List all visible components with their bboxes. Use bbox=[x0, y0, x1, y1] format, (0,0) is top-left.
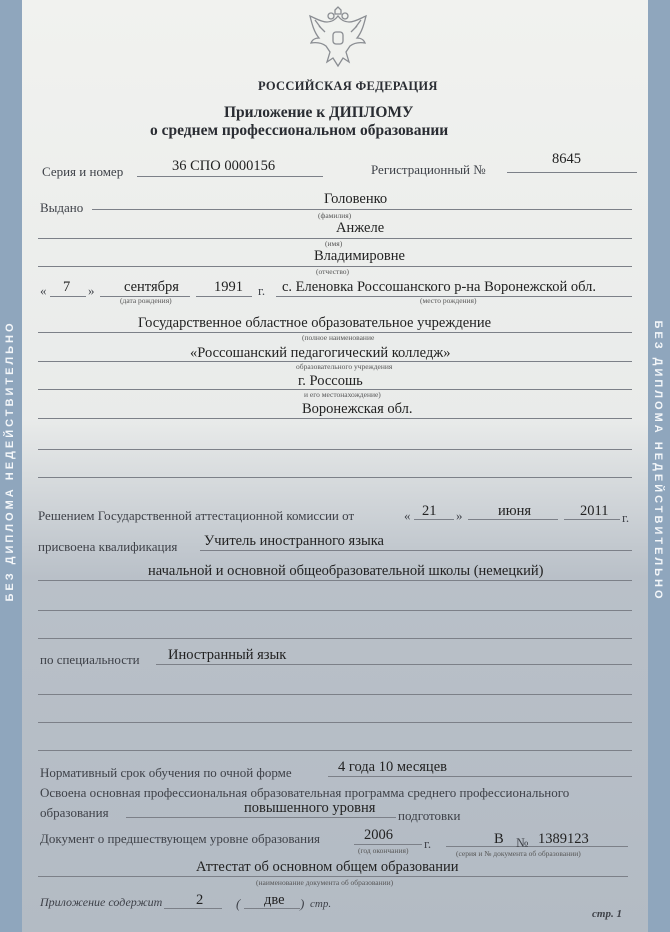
issued-label: Выдано bbox=[40, 200, 84, 215]
previous-doc-year-suffix: г. bbox=[424, 836, 432, 851]
commission-year-value: 2011 bbox=[580, 503, 609, 519]
commission-quote-open: « bbox=[404, 508, 411, 523]
previous-doc-number-sign: № bbox=[516, 835, 529, 850]
birth-quote-close: » bbox=[88, 283, 95, 298]
birth-place-value: с. Еленовка Россошанского р-на Воронежской обл. bbox=[282, 279, 596, 295]
duration-label: Нормативный срок обучения по очной форме bbox=[40, 765, 292, 780]
previous-doc-series: В bbox=[494, 831, 504, 847]
specialty-value: Иностранный язык bbox=[168, 647, 287, 663]
birth-day-rule bbox=[50, 296, 86, 297]
qualification-label: присвоена квалификация bbox=[38, 539, 178, 554]
blank-rule-4 bbox=[38, 638, 632, 639]
program-suffix: подготовки bbox=[398, 808, 461, 823]
institution-region: Воронежская обл. bbox=[302, 401, 413, 417]
birth-month-value: сентября bbox=[124, 279, 179, 295]
birth-place-caption: (место рождения) bbox=[420, 296, 477, 305]
page-number-label: стр. 1 bbox=[592, 908, 622, 920]
pages-suffix: стр. bbox=[310, 898, 332, 910]
pages-num: 2 bbox=[196, 892, 204, 908]
qualification-line1: Учитель иностранного языка bbox=[204, 533, 384, 549]
patronymic-value: Владимировне bbox=[314, 248, 405, 264]
series-number-rule bbox=[137, 176, 323, 177]
patronymic-caption: (отчество) bbox=[316, 267, 350, 276]
previous-doc-year-rule bbox=[354, 844, 422, 845]
registration-value: 8645 bbox=[552, 151, 581, 167]
series-number-value: 36 СПО 0000156 bbox=[172, 158, 276, 174]
birth-date-caption: (дата рождения) bbox=[120, 296, 172, 305]
blank-rule-1 bbox=[38, 449, 632, 450]
previous-doc-number: 1389123 bbox=[538, 831, 589, 847]
qualification-rule-2 bbox=[38, 580, 632, 581]
surname-value: Головенко bbox=[324, 191, 388, 207]
registration-label: Регистрационный № bbox=[371, 162, 486, 177]
program-rule bbox=[126, 817, 396, 818]
commission-year-suffix: г. bbox=[622, 510, 630, 525]
pages-word: две bbox=[264, 892, 285, 908]
institution-full-name: Государственное областное образовательное учреждение bbox=[138, 315, 492, 331]
blank-rule-7 bbox=[38, 750, 632, 751]
program-line1: Освоена основная профессиональная образовательная программа среднего профессионального bbox=[40, 785, 570, 800]
registration-rule bbox=[507, 172, 637, 173]
contains-label: Приложение содержит bbox=[40, 895, 163, 909]
previous-doc-name-caption: (наименование документа об образовании) bbox=[256, 878, 394, 887]
previous-doc-label: Документ о предшествующем уровне образования bbox=[40, 831, 321, 846]
birth-year-rule bbox=[196, 296, 252, 297]
previous-doc-number-rule bbox=[446, 846, 628, 847]
series-number-label: Серия и номер bbox=[42, 164, 124, 179]
commission-label: Решением Государственной аттестационной комиссии от bbox=[38, 508, 355, 523]
name-caption: (имя) bbox=[325, 239, 343, 248]
blank-rule-3 bbox=[38, 610, 632, 611]
blank-rule-5 bbox=[38, 694, 632, 695]
specialty-label: по специальности bbox=[40, 652, 140, 667]
previous-doc-year: 2006 bbox=[364, 827, 393, 843]
qualification-line2: начальной и основной общеобразовательной школы (немецкий) bbox=[148, 563, 544, 579]
blank-rule-2 bbox=[38, 477, 632, 478]
name-value: Анжеле bbox=[336, 220, 385, 236]
birth-quote-open: « bbox=[40, 283, 47, 298]
program-label: образования bbox=[40, 805, 109, 820]
surname-rule bbox=[92, 209, 632, 210]
previous-doc-name-rule bbox=[38, 876, 628, 877]
specialty-rule bbox=[156, 664, 632, 665]
commission-day-value: 21 bbox=[422, 503, 437, 519]
double-headed-eagle-emblem-icon bbox=[305, 6, 371, 70]
previous-doc-name: Аттестат об основном общем образовании bbox=[196, 859, 459, 875]
surname-caption: (фамилия) bbox=[318, 211, 352, 220]
program-value: повышенного уровня bbox=[244, 800, 376, 816]
document-title-line1: Приложение к ДИПЛОМУ bbox=[224, 104, 414, 121]
birth-day-value: 7 bbox=[63, 279, 71, 295]
country-heading: РОССИЙСКАЯ ФЕДЕРАЦИЯ bbox=[258, 79, 438, 93]
paren-open: ( bbox=[236, 896, 241, 911]
institution-full-caption: (полное наименование bbox=[302, 333, 375, 342]
institution-region-rule bbox=[38, 418, 632, 419]
institution-city-caption: и его местонахождение) bbox=[304, 390, 381, 399]
commission-quote-close: » bbox=[456, 508, 463, 523]
institution-name-caption: образовательного учреждения bbox=[296, 362, 393, 371]
qualification-rule-1 bbox=[200, 550, 632, 551]
duration-rule bbox=[328, 776, 632, 777]
right-margin-text: БЕЗ ДИПЛОМА НЕДЕЙСТВИТЕЛЬНО bbox=[652, 320, 664, 602]
institution-name: «Россошанский педагогический колледж» bbox=[190, 345, 451, 361]
pages-num-rule bbox=[164, 908, 222, 909]
previous-doc-series-caption: (серия и № документа об образовании) bbox=[456, 849, 581, 858]
blank-rule-6 bbox=[38, 722, 632, 723]
institution-city: г. Россошь bbox=[298, 373, 363, 389]
left-margin-text: БЕЗ ДИПЛОМА НЕДЕЙСТВИТЕЛЬНО bbox=[4, 320, 16, 602]
commission-month-value: июня bbox=[498, 503, 532, 519]
paren-close: ) bbox=[300, 896, 305, 911]
previous-doc-year-caption: (год окончания) bbox=[358, 846, 409, 855]
birth-year-value: 1991 bbox=[214, 279, 243, 295]
duration-value: 4 года 10 месяцев bbox=[338, 759, 447, 775]
birth-year-suffix: г. bbox=[258, 283, 266, 298]
document-title-line2: о среднем профессиональном образовании bbox=[150, 122, 449, 139]
